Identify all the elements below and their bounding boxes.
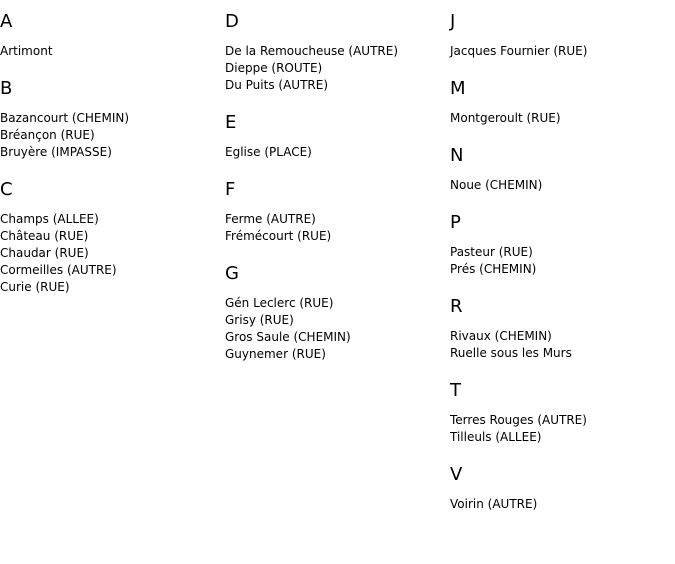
street-list (450, 110, 675, 127)
letter-heading: R (450, 296, 463, 317)
letter-heading: J (450, 11, 456, 32)
street-list (225, 295, 450, 363)
street-item: Noue (CHEMIN) (450, 178, 543, 192)
street-item: Eglise (PLACE) (225, 145, 312, 159)
letter-heading: G (225, 263, 239, 284)
street-item: Ruelle sous les Murs (450, 346, 572, 360)
street-item: Terres Rouges (AUTRE) (450, 413, 587, 427)
letter-heading: M (450, 78, 466, 99)
street-item: Curie (RUE) (0, 280, 70, 294)
street-item: Artimont (0, 44, 53, 58)
street-list (450, 43, 675, 60)
letter-group-e (225, 112, 450, 161)
letter-group-p (450, 212, 675, 278)
street-item: Château (RUE) (0, 229, 89, 243)
letter-heading: V (450, 464, 463, 485)
street-index-column-2 (225, 0, 450, 363)
street-list (225, 144, 450, 161)
letter-heading: A (0, 11, 13, 32)
letter-heading: N (450, 145, 464, 166)
street-index-column-3 (450, 0, 675, 513)
street-item: Gros Saule (CHEMIN) (225, 330, 351, 344)
street-item: Ferme (AUTRE) (225, 212, 316, 226)
street-item: Dieppe (ROUTE) (225, 61, 323, 75)
letter-group-b (0, 78, 225, 161)
street-item: Tilleuls (ALLEE) (450, 430, 542, 444)
street-list (225, 43, 450, 94)
street-list (0, 211, 225, 296)
street-list (450, 412, 675, 446)
street-item: Rivaux (CHEMIN) (450, 329, 552, 343)
letter-group-m (450, 78, 675, 127)
street-item: Du Puits (AUTRE) (225, 78, 329, 92)
letter-group-v (450, 464, 675, 513)
letter-heading: D (225, 11, 239, 32)
letter-group-r (450, 296, 675, 362)
letter-heading: E (225, 112, 237, 133)
street-item: Champs (ALLEE) (0, 212, 99, 226)
letter-group-j (450, 11, 675, 60)
letter-group-a (0, 11, 225, 60)
letter-heading: C (0, 179, 13, 200)
street-list (450, 496, 675, 513)
street-item: Voirin (AUTRE) (450, 497, 538, 511)
street-list (0, 110, 225, 161)
letter-group-n (450, 145, 675, 194)
street-item: Pasteur (RUE) (450, 245, 533, 259)
street-list (225, 211, 450, 245)
street-item: Bazancourt (CHEMIN) (0, 111, 130, 125)
street-list (450, 177, 675, 194)
letter-group-f (225, 179, 450, 245)
letter-group-c (0, 179, 225, 296)
street-list (450, 328, 675, 362)
street-list (0, 43, 225, 60)
street-item: Bréançon (RUE) (0, 128, 95, 142)
street-item: Guynemer (RUE) (225, 347, 326, 361)
street-item: Montgeroult (RUE) (450, 111, 561, 125)
street-item: Jacques Fournier (RUE) (450, 44, 588, 58)
letter-heading: T (450, 380, 461, 401)
street-item: Prés (CHEMIN) (450, 262, 537, 276)
letter-heading: F (225, 179, 236, 200)
letter-group-t (450, 380, 675, 446)
letter-heading: B (0, 78, 13, 99)
letter-group-g (225, 263, 450, 363)
street-list (450, 244, 675, 278)
street-item: Gén Leclerc (RUE) (225, 296, 334, 310)
street-index-column-1 (0, 0, 225, 296)
street-item: Chaudar (RUE) (0, 246, 89, 260)
street-item: Bruyère (IMPASSE) (0, 145, 112, 159)
street-item: Grisy (RUE) (225, 313, 294, 327)
letter-heading: P (450, 212, 461, 233)
street-item: Cormeilles (AUTRE) (0, 263, 117, 277)
street-item: De la Remoucheuse (AUTRE) (225, 44, 399, 58)
letter-group-d (225, 11, 450, 94)
street-item: Frémécourt (RUE) (225, 229, 332, 243)
